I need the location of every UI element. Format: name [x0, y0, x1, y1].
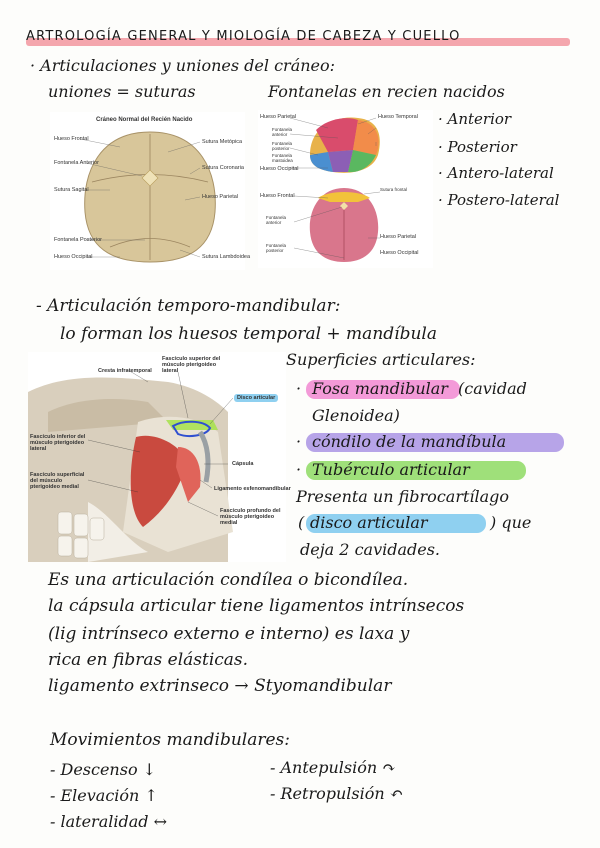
label: Fascículo superficial del músculo pterigoideo medial — [30, 472, 85, 491]
figure-title: Cráneo Normal del Recién Nacido — [96, 117, 193, 123]
bullet: · — [296, 460, 302, 479]
cavidad-text: (cavidad — [458, 379, 527, 398]
label: Sutura Lambdoidea — [202, 254, 251, 260]
label: Fontanela Posterior — [54, 237, 102, 243]
list-item: · Posterior — [438, 138, 517, 156]
tmj-illustration — [28, 352, 286, 562]
fontanelas-text: Fontanelas en recien nacidos — [268, 82, 505, 101]
section2-heading: - Articulación temporo-mandibular: — [36, 296, 341, 316]
fosa-mandibular-text: Fosa mandibular — [312, 379, 448, 398]
paragraph-line: la cápsula articular tiene ligamentos intrínsecos — [48, 596, 465, 616]
page-title: ARTROLOGÍA GENERAL Y MIOLOGÍA DE CABEZA Y CUELLO — [26, 29, 461, 44]
section2-line: lo forman los huesos temporal + mandíbula — [60, 324, 437, 344]
label: Hueso Parietal — [260, 114, 297, 120]
label: Fontanela posterior — [272, 141, 293, 151]
label: Fontanela Anterior — [54, 160, 99, 166]
superficies-heading: Superficies articulares: — [286, 350, 476, 369]
presenta-text: Presenta un fibrocartílago — [296, 487, 510, 506]
section1-heading: · Articulaciones y uniones del cráneo: — [30, 56, 336, 75]
bullet: · — [296, 432, 302, 451]
label: Hueso Occipital — [54, 254, 93, 260]
label: Ligamento esfenomandibular — [214, 486, 291, 492]
list-item: · Anterior — [438, 110, 512, 128]
label: Fascículo superior del músculo pterigoideo lateral — [162, 356, 221, 375]
label: Fascículo inferior del músculo pterigoideo lateral — [30, 434, 86, 453]
label: Fontanela mastoidea — [272, 153, 293, 163]
uniones-text: uniones = suturas — [48, 82, 196, 101]
paragraph-line: ligamento extrinseco → Styomandibular — [48, 676, 392, 696]
label: Sutura Metópica — [202, 139, 243, 145]
movement-item: - Retropulsión ↶ — [270, 784, 404, 803]
label: Sutura Sagital — [54, 187, 89, 193]
fontanelles-figure — [258, 110, 433, 268]
list-item: · Antero-lateral — [438, 164, 554, 182]
label: Fontanela anterior — [266, 215, 287, 225]
paragraph-line: (lig intrínseco externo e interno) es laxa y — [48, 624, 410, 644]
label: Hueso Occipital — [260, 166, 299, 172]
que-text: ) que — [490, 513, 532, 532]
paragraph-line: rica en fibras elásticas. — [48, 650, 249, 670]
label: Cápsula — [232, 461, 254, 467]
label: Sutura frontal — [380, 187, 408, 192]
label: Hueso Frontal — [260, 193, 295, 199]
tmj-figure — [28, 352, 291, 562]
cavidades-text: deja 2 cavidades. — [300, 540, 441, 559]
label: Fontanela anterior — [272, 127, 293, 137]
skull-top-figure — [50, 112, 251, 270]
label: Hueso Temporal — [378, 114, 418, 120]
paren-open: ( — [298, 513, 305, 532]
label: Cresta infratemporal — [98, 368, 152, 374]
label: Hueso Parietal — [380, 234, 417, 240]
tuberculo-text: Tubérculo articular — [312, 460, 470, 479]
movement-item: - Antepulsión ↷ — [270, 758, 396, 777]
glenoidea-text: Glenoidea) — [312, 406, 400, 425]
paragraph-line: Es una articulación condílea o bicondílea. — [48, 570, 409, 590]
label: Hueso Frontal — [54, 136, 89, 142]
bullet: · — [296, 379, 302, 398]
label: Fascículo profundo del músculo pterigoideo medial — [220, 508, 281, 527]
label: Fontanela posterior — [266, 243, 287, 253]
movement-item: - Descenso ↓ — [50, 760, 157, 779]
movement-item: - lateralidad ↔ — [50, 812, 167, 831]
movement-item: - Elevación ↑ — [50, 786, 158, 805]
label: Hueso Parietal — [202, 194, 239, 200]
label: Hueso Occipital — [380, 250, 419, 256]
condilo-text: cóndilo de la mandíbula — [312, 432, 507, 451]
movimientos-heading: Movimientos mandibulares: — [50, 730, 291, 750]
label: Sutura Coronaria — [202, 165, 244, 171]
disco-text: disco articular — [310, 513, 428, 532]
list-item: · Postero-lateral — [438, 191, 560, 209]
label: Disco articular — [234, 394, 278, 402]
